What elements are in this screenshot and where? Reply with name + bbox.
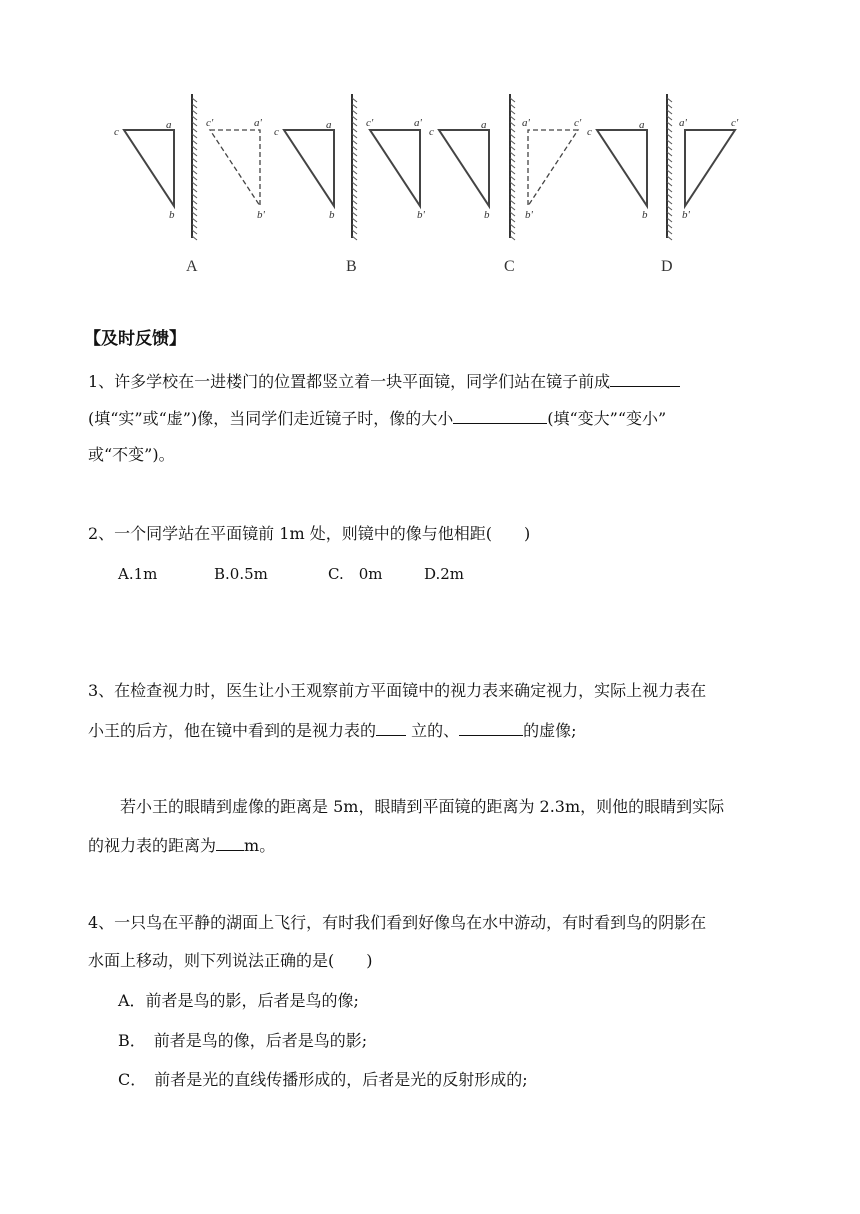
option-a-label-b: b xyxy=(169,209,175,221)
option-b-image-triangle xyxy=(370,130,420,206)
option-c-label-a: a xyxy=(481,119,487,131)
q3-text: 的视力表的距离为 xyxy=(88,836,217,855)
option-c-label-c: c xyxy=(429,126,434,138)
option-a-object-triangle xyxy=(124,130,174,206)
q1-line2 xyxy=(88,407,666,430)
option-c-label-b: b xyxy=(484,209,490,221)
option-a-image-triangle xyxy=(210,130,260,206)
option-b-letter: B xyxy=(346,258,357,275)
q2-choice-a[interactable]: A.1m xyxy=(118,565,158,583)
option-c-label-a-prime: a' xyxy=(522,117,530,129)
q1-text: 1、许多学校在一进楼门的位置都竖立着一块平面镜，同学们站在镜子前成 xyxy=(88,372,611,391)
q3-line1: 3、在检查视力时，医生让小王观察前方平面镜中的视力表来确定视力，实际上视力表在 xyxy=(88,681,707,700)
option-d-label-b: b xyxy=(642,209,648,221)
option-a-label-c-prime: c' xyxy=(206,117,214,129)
q2-choice-b[interactable]: B.0.5m xyxy=(214,565,268,583)
option-a-letter: A xyxy=(186,258,198,275)
option-d-label-b-prime: b' xyxy=(682,209,690,221)
option-b-label-c-prime: c' xyxy=(366,117,374,129)
q1-blank-real-virtual[interactable] xyxy=(610,370,680,387)
q2-choice-d[interactable]: D.2m xyxy=(424,565,465,583)
option-d-label-c: c xyxy=(587,126,592,138)
q1-text: (填“实”或“虚”)像，当同学们走近镜子时，像的大小 xyxy=(88,409,454,428)
q4-choice-b[interactable]: B． 前者是鸟的像，后者是鸟的影; xyxy=(118,1031,368,1050)
option-b-label-c: c xyxy=(274,126,279,138)
q1-line3: 或“不变”)。 xyxy=(88,445,175,464)
option-d-image-triangle xyxy=(685,130,735,206)
option-b-label-b-prime: b' xyxy=(417,209,425,221)
mirror-image-figure xyxy=(112,88,752,278)
q3-line4 xyxy=(88,834,275,857)
q4-choice-a[interactable]: A．前者是鸟的影，后者是鸟的像; xyxy=(118,991,359,1010)
q2-stem: 2、一个同学站在平面镜前 1m 处，则镜中的像与他相距( ) xyxy=(88,524,531,543)
option-c-image-triangle xyxy=(528,130,578,206)
q2-choice-c[interactable]: C. 0m xyxy=(328,565,383,583)
option-a-label-a-prime: a' xyxy=(254,117,262,129)
option-b-object-triangle xyxy=(284,130,334,206)
option-d-object-triangle xyxy=(597,130,647,206)
q4-choice-c[interactable]: C． 前者是光的直线传播形成的，后者是光的反射形成的; xyxy=(118,1070,528,1089)
option-c-letter: C xyxy=(504,258,515,275)
q3-text: 立的、 xyxy=(411,721,460,740)
q1-text: (填“变大”“变小” xyxy=(547,409,667,428)
option-c-label-b-prime: b' xyxy=(525,209,533,221)
option-c-object-triangle xyxy=(439,130,489,206)
q3-blank-distance[interactable] xyxy=(216,834,244,851)
option-d-label-a: a xyxy=(639,119,645,131)
option-b-label-a-prime: a' xyxy=(414,117,422,129)
q3-text: 小王的后方，他在镜中看到的是视力表的 xyxy=(88,721,377,740)
option-c-label-c-prime: c' xyxy=(574,117,582,129)
q3-text: m。 xyxy=(244,836,276,855)
option-d-label-c-prime: c' xyxy=(731,117,739,129)
q4-line2: 水面上移动，则下列说法正确的是( ) xyxy=(88,951,373,970)
section-heading: 【及时反馈】 xyxy=(84,329,186,349)
option-d-label-a-prime: a' xyxy=(679,117,687,129)
q3-line2 xyxy=(88,719,577,742)
option-a-label-c: c xyxy=(114,126,119,138)
option-a-label-b-prime: b' xyxy=(257,209,265,221)
option-b-label-b: b xyxy=(329,209,335,221)
q3-text: 的虚像; xyxy=(523,721,577,740)
option-a-label-a: a xyxy=(166,119,172,131)
q3-blank-orientation[interactable] xyxy=(376,719,406,736)
q4-line1: 4、一只鸟在平静的湖面上飞行，有时我们看到好像鸟在水中游动，有时看到鸟的阴影在 xyxy=(88,913,707,932)
q3-blank-size[interactable] xyxy=(459,719,523,736)
option-b-label-a: a xyxy=(326,119,332,131)
q3-line3: 若小王的眼睛到虚像的距离是 5m，眼睛到平面镜的距离为 2.3m，则他的眼睛到实际 xyxy=(120,797,725,816)
q1-blank-size[interactable] xyxy=(453,407,547,424)
q1-line1 xyxy=(88,370,680,393)
option-d-letter: D xyxy=(661,258,673,275)
